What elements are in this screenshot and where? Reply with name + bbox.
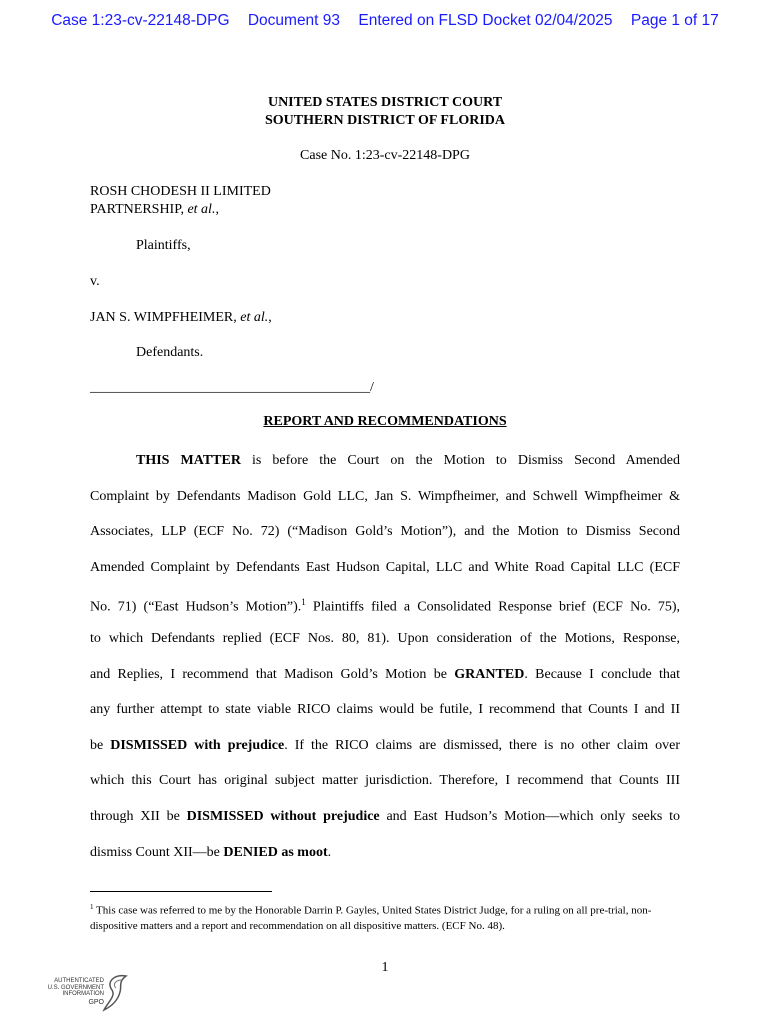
caption-rule: ________________________________________/ bbox=[90, 380, 374, 395]
body-line: Complaint by Defendants Madison Gold LLC, Jan S. Wimpfheimer, and Schwell Wimpfheimer & bbox=[90, 488, 680, 504]
eagle-icon bbox=[100, 972, 130, 1016]
body-line: through XII be DISMISSED without prejudice and East Hudson’s Motion—which only seeks to bbox=[90, 808, 681, 824]
gpo-logo-text: AUTHENTICATED U.S. GOVERNMENT INFORMATION GPO bbox=[47, 978, 104, 1006]
body-line: be DISMISSED with prejudice. If the RICO claims are dismissed, there is no other claim over bbox=[90, 737, 681, 753]
footnote bbox=[90, 900, 680, 934]
footnote-marker: 1 bbox=[90, 903, 94, 911]
versus: v. bbox=[90, 274, 100, 289]
defendants-label: Defendants. bbox=[136, 345, 204, 360]
body-line: Amended Complaint by Defendants East Hudson Capital, LLC and White Road Capital LLC (ECF bbox=[90, 559, 680, 575]
body-line: to which Defendants replied (ECF Nos. 80, 81). Upon consideration of the Motions, Response, bbox=[90, 630, 680, 646]
court-line-2: SOUTHERN DISTRICT OF FLORIDA bbox=[265, 113, 505, 128]
case-number: Case No. 1:23-cv-22148-DPG bbox=[300, 148, 470, 163]
footnote-ref: 1 bbox=[301, 597, 306, 608]
header-case: Case 1:23-cv-22148-DPG bbox=[51, 12, 230, 29]
plaintiff-line-1: ROSH CHODESH II LIMITED bbox=[90, 184, 271, 199]
footnote-text: This case was referred to me by the Honorable Darrin P. Gayles, United States District Judge, for a ruling on all pre-trial, non-dispositive matters and a report and recommendation on all dispositive matters. (ECF No. 48). bbox=[90, 904, 652, 932]
body-paragraph bbox=[90, 443, 680, 870]
header-page: Page 1 of 17 bbox=[630, 12, 719, 29]
court-line-1: UNITED STATES DISTRICT COURT bbox=[267, 95, 503, 110]
plaintiffs-label: Plaintiffs, bbox=[136, 238, 191, 253]
body-line: which this Court has original subject matter jurisdiction. Therefore, I recommend that Counts III bbox=[90, 773, 680, 789]
docket-header bbox=[0, 12, 770, 30]
body-line: THIS MATTER is before the Court on the Motion to Dismiss Second Amended bbox=[136, 453, 681, 468]
page-number: 1 bbox=[381, 960, 389, 975]
body-line: and Replies, I recommend that Madison Gold’s Motion be GRANTED. Because I conclude that bbox=[90, 666, 681, 682]
gpo-authentication-logo bbox=[44, 970, 134, 1018]
header-document: Document 93 bbox=[247, 12, 341, 29]
court-name bbox=[0, 94, 770, 130]
plaintiff-line-2: PARTNERSHIP, et al., bbox=[90, 202, 219, 217]
header-entered: Entered on FLSD Docket 02/04/2025 bbox=[358, 12, 613, 29]
body-line: No. 71) (“East Hudson’s Motion”).$^1$ Plaintiffs filed a Consolidated Response brief (ECF No. 75), bbox=[90, 597, 680, 616]
body-line: dismiss Count XII—be DENIED as moot. bbox=[90, 844, 332, 860]
document-title: REPORT AND RECOMMENDATIONS bbox=[263, 414, 507, 429]
defendant-name: JAN S. WIMPFHEIMER, et al., bbox=[90, 310, 272, 325]
body-line: any further attempt to state viable RICO claims would be futile, I recommend that Counts I and II bbox=[90, 702, 680, 718]
body-line: Associates, LLP (ECF No. 72) (“Madison Gold’s Motion”), and the Motion to Dismiss Second bbox=[90, 524, 680, 540]
footnote-divider bbox=[90, 891, 272, 892]
plaintiff-name bbox=[90, 183, 271, 219]
